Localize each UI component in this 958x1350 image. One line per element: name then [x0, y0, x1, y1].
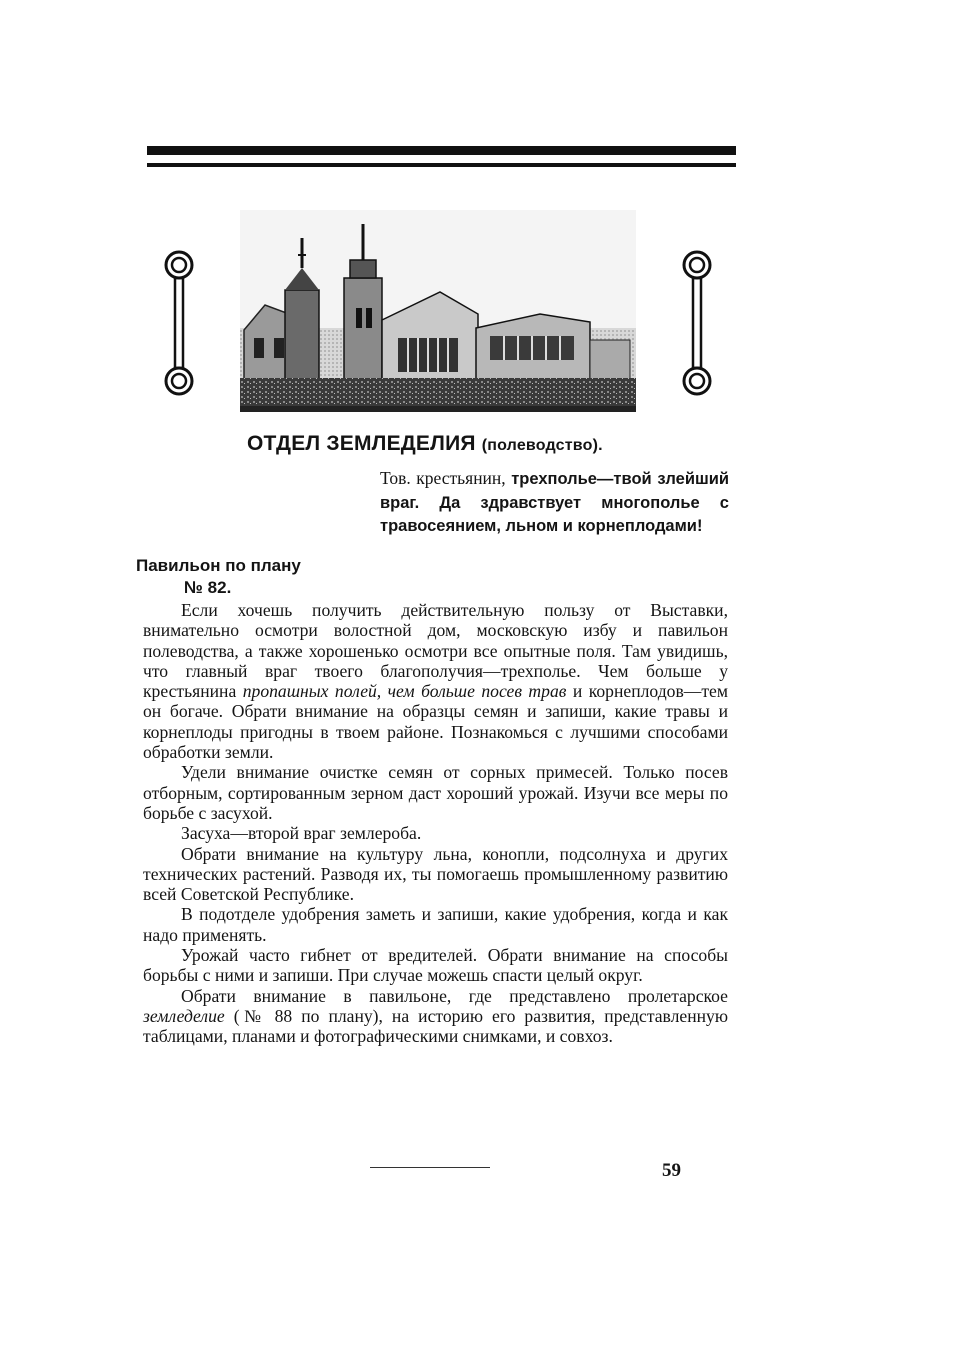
paragraph-text: и корнеплодов—тем он богаче. Обрати внимание на образцы семян и запиши, какие травы и корнеплоды пригодны в твоем районе. Познакомься с лучшими способами обработки земли.	[143, 681, 728, 763]
paragraph-text: Если хочешь получить действительную пользу от Выставки, внимательно осмотри волостной дом, московскую избу и павильон полеводства, а также хорошенько осмотри все опытные поля. Там увидишь, что главный враг твоего благополучия—трехполье. Чем больше у крестьянина	[143, 600, 728, 702]
section-title: ОТДЕЛ ЗЕМЛЕДЕЛИЯ	[247, 432, 476, 455]
chain-link-ornament-icon	[163, 248, 195, 398]
section-heading	[247, 432, 603, 456]
paragraph: Обрати внимание на культуру льна, конопли, подсолнуха и других технических растений. Разводя их, ты помогаешь промышленному развитию всей Советской Республике.	[143, 843, 728, 905]
paragraph: Удели внимание очистке семян от сорных примесей. Только посев отборным, сортированным зерном даст хороший урожай. Изучи все меры по борьбе с засухой.	[143, 762, 728, 823]
motto-bold: трехполье—твой злейший враг. Да здравствует многополье с травосеянием, льном и корнеплодами!	[380, 470, 730, 535]
body-text	[143, 600, 728, 1047]
paragraph	[143, 986, 728, 1047]
pavilion-building-photo	[240, 210, 636, 412]
paragraph-text: Обрати внимание в павильоне, где представлено пролетарское	[181, 985, 728, 1006]
paragraph: В подотделе удобрения заметь и запиши, какие удобрения, когда и как надо применять.	[143, 904, 728, 945]
paragraph: Засуха—второй враг землероба.	[181, 823, 422, 844]
paragraph-italic: пропашных полей, чем больше посев трав	[242, 681, 567, 702]
pavilion-line-1: Павильон по плану	[136, 556, 301, 575]
pavilion-label	[136, 555, 301, 599]
paragraph-text: (№ 88 по плану), на историю его развития, представленную таблицами, планами и фотографическими снимками, и совхоз.	[143, 1005, 728, 1047]
page-number: 59	[662, 1160, 681, 1181]
pavilion-number: № 82.	[184, 578, 232, 597]
footer-rule	[370, 1167, 490, 1168]
paragraph: Урожай часто гибнет от вредителей. Обрати внимание на способы борьбы с ними и запиши. При случае можешь спасти целый округ.	[143, 945, 728, 986]
top-rule-thick	[147, 146, 736, 155]
section-subtitle: (полеводство).	[481, 437, 603, 454]
motto-text	[380, 467, 729, 538]
top-rule-thin	[147, 163, 736, 167]
paragraph	[143, 600, 728, 762]
chain-link-ornament-icon	[681, 248, 713, 398]
paragraph-italic: земледелие	[143, 1005, 225, 1026]
motto-lead: Тов. крестьянин,	[380, 468, 506, 488]
